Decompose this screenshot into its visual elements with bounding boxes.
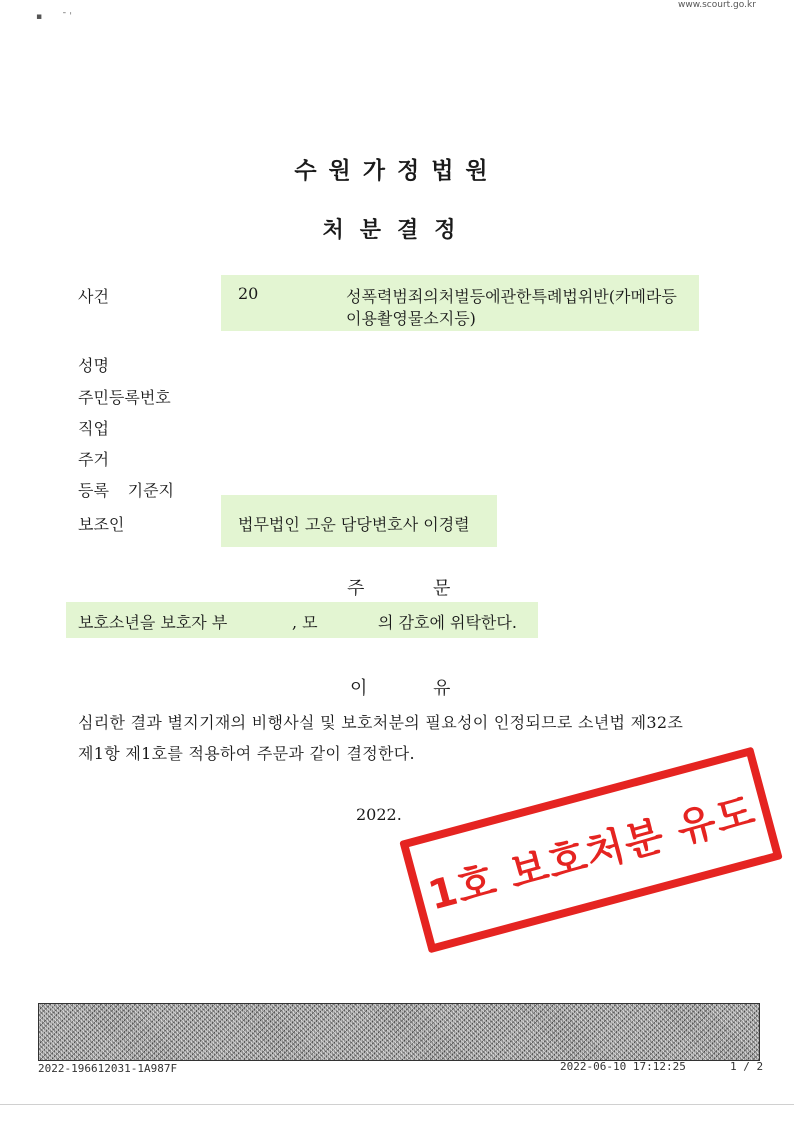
assistant-label: 보조인 [78,515,125,534]
court-title: 수원가정법원 [294,157,500,184]
reason-line-2: 제1항 제1호를 적용하여 주문과 같이 결정한다. [78,744,415,763]
ruling-text-c: 의 감호에 위탁한다. [378,613,517,632]
document-title: 처분결정 [322,217,472,243]
decision-date: 2022. [356,805,402,824]
stamp-text: 1호 보호처분 유도 [423,787,761,920]
page-edge-line [0,1104,794,1105]
job-label: 직업 [78,419,109,438]
ruling-heading-a: 주 [347,578,365,599]
case-label: 사건 [78,287,109,306]
print-timestamp: 2022-06-10 17:12:25 [560,1060,686,1073]
document-barcode [38,1003,760,1061]
top-right-mark: www.scourt.go.kr [678,0,756,10]
ruling-heading-b: 문 [433,578,451,599]
document-id: 2022-196612031-1A987F [38,1062,178,1075]
assistant-value: 법무법인 고운 담당변호사 이경렬 [238,515,470,534]
ruling-text-b: , 모 [292,613,318,632]
reason-line-1: 심리한 결과 별지기재의 비행사실 및 보호처분의 필요성이 인정되므로 소년법 제32조 [78,713,684,732]
registry-label: 등록 기준지 [78,481,174,500]
case-name-line1: 성폭력범죄의처벌등에관한특례법위반(카메라등 [346,287,677,306]
case-name-line2: 이용촬영물소지등) [346,309,476,328]
reason-heading-a: 이 [350,678,368,699]
red-stamp [399,747,783,954]
address-label: 주거 [78,450,109,469]
scan-mark: ▪ ˉ ˈ [36,12,72,22]
name-label: 성명 [78,356,109,375]
case-number: 20 [238,284,259,303]
page-number: 1 / 2 [730,1060,764,1073]
reason-heading-b: 유 [433,678,451,699]
rrn-label: 주민등록번호 [78,388,171,407]
ruling-text-a: 보호소년을 보호자 부 [78,613,228,632]
